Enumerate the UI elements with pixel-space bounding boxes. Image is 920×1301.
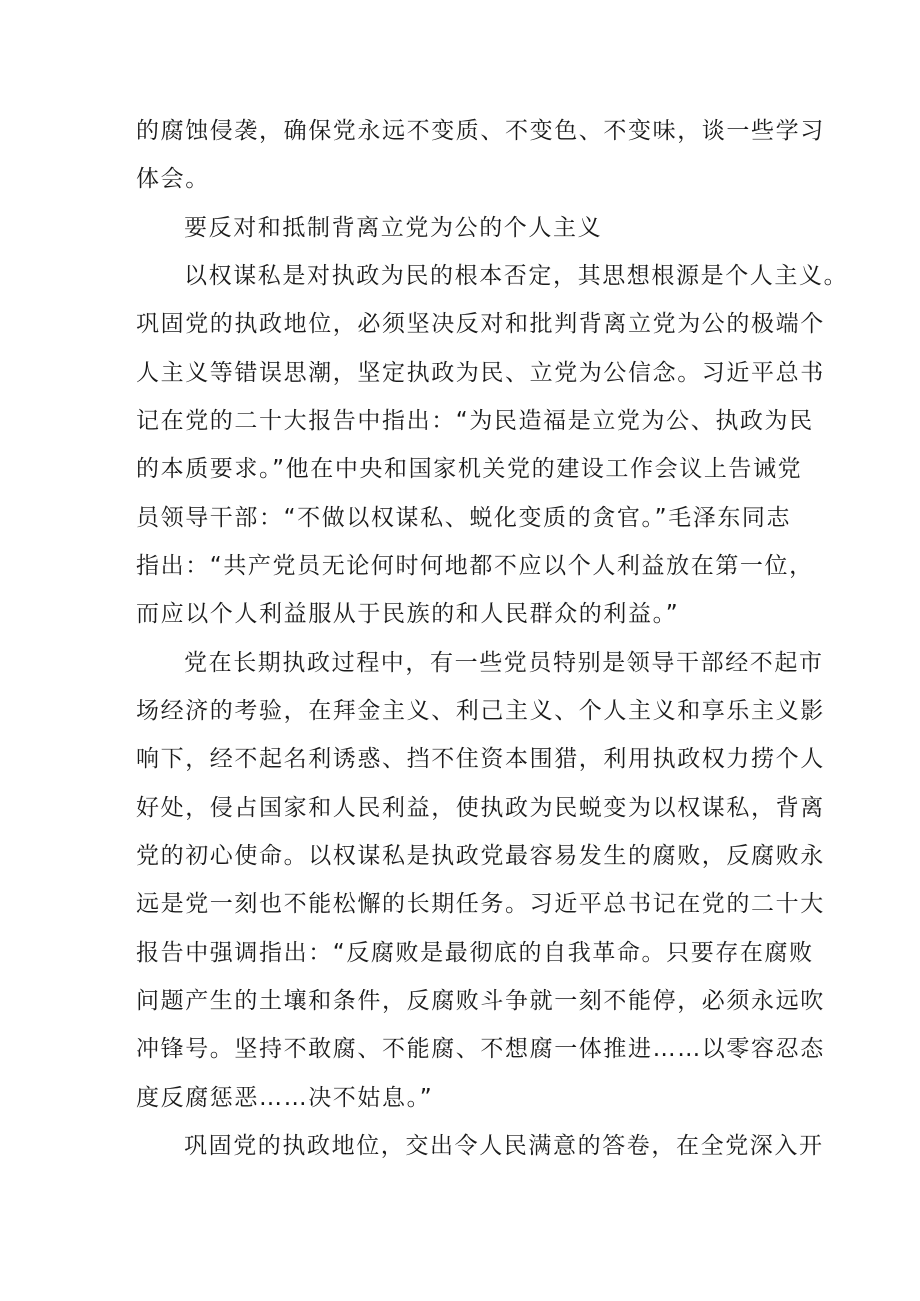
section-heading: 要反对和抵制背离立党为公的个人主义 [184,215,603,241]
text-line: 度反腐惩恶……决不姑息。” [136,1085,434,1111]
text-line: 以权谋私是对执政为民的根本否定，其思想根源是个人主义。 [184,263,849,289]
text-line: 记在党的二十大报告中指出：“为民造福是立党为公、执政为民 [136,408,814,434]
text-line: 的腐蚀侵袭，确保党永远不变质、不变色、不变味，谈一些学习 [136,118,825,144]
text-line: 问题产生的土壤和条件，反腐败斗争就一刻不能停，必须永远吹 [136,988,825,1014]
text-line: 巩固党的执政地位，必须坚决反对和批判背离立党为公的极端个 [136,311,825,337]
text-line: 远是党一刻也不能松懈的长期任务。习近平总书记在党的二十大 [136,891,825,917]
text-line: 指出：“共产党员无论何时何地都不应以个人利益放在第一位， [136,553,814,579]
text-line: 好处，侵占国家和人民利益，使执政为民蜕变为以权谋私，背离 [136,795,825,821]
text-line: 报告中强调指出：“反腐败是最彻底的自我革命。只要存在腐败 [136,940,814,966]
text-line: 人主义等错误思潮，坚定执政为民、立党为公信念。习近平总书 [136,360,825,386]
text-line: 场经济的考验，在拜金主义、利己主义、个人主义和享乐主义影 [136,698,825,724]
text-line: 巩固党的执政地位，交出令人民满意的答卷，在全党深入开 [184,1133,824,1159]
text-line: 党在长期执政过程中，有一些党员特别是领导干部经不起市 [184,650,824,676]
text-line: 的本质要求。”他在中央和国家机关党的建设工作会议上告诫党 [136,456,803,482]
text-line: 响下，经不起名利诱惑、挡不住资本围猎，利用执政权力捞个人 [136,746,825,772]
text-line: 党的初心使命。以权谋私是执政党最容易发生的腐败，反腐败永 [136,843,825,869]
text-line: 体会。 [136,166,210,192]
text-line: 冲锋号。坚持不敢腐、不能腐、不想腐一体推进……以零容忍态 [136,1036,825,1062]
text-line: 而应以个人利益服从于民族的和人民群众的利益。” [136,601,680,627]
text-line: 员领导干部：“不做以权谋私、蜕化变质的贪官。”毛泽东同志 [136,505,792,531]
